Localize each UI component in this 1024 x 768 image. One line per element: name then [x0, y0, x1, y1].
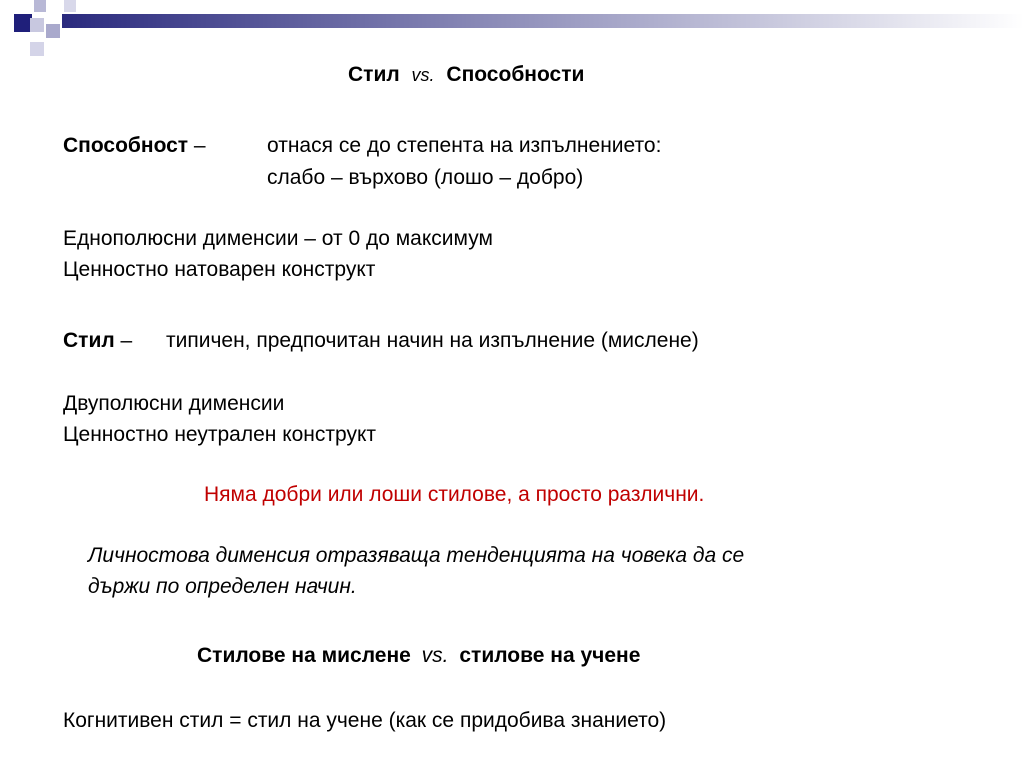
style-term: Стил: [63, 329, 115, 352]
ability-term: Способност: [63, 134, 189, 157]
ability-property-1: Еднополюсни дименсии – от 0 до максимум: [63, 227, 493, 250]
subtitle: [197, 643, 640, 669]
title-abilities: Способности: [446, 63, 585, 86]
header-square-light: [46, 24, 60, 38]
style-dash: –: [120, 329, 133, 352]
title-vs: vs.: [411, 65, 435, 85]
title-style: Стил: [348, 63, 400, 86]
ability-property-2: Ценностно натоварен конструкт: [63, 258, 376, 281]
subtitle-vs: vs.: [421, 644, 449, 667]
subtitle-learning-styles: стилове на учене: [459, 644, 641, 667]
slide-title: [348, 62, 584, 88]
header-square-light: [64, 0, 76, 12]
ability-definition-1: отнася се до степента на изпълнението:: [267, 134, 662, 157]
ability-definition-2: слабо – върхово (лошо – добро): [267, 166, 584, 189]
header-square-light: [34, 0, 46, 12]
personality-line-2: държи по определен начин.: [88, 575, 357, 598]
header-square-light: [30, 42, 44, 56]
highlight-statement: Няма добри или лоши стилове, а просто различни.: [204, 483, 705, 506]
personality-line-1: Личностова дименсия отразяваща тенденцията на човека да се: [88, 544, 745, 567]
header-square-navy: [14, 14, 32, 32]
header-square-light: [30, 18, 44, 32]
style-property-1: Двуполюсни дименсии: [63, 392, 285, 415]
style-term-line: [63, 328, 132, 354]
ability-term-line: [63, 133, 206, 159]
header-gradient-bar: [62, 14, 1024, 28]
header-decoration: [0, 0, 1024, 60]
subtitle-thinking-styles: Стилове на мислене: [197, 644, 411, 667]
style-property-2: Ценностно неутрален конструкт: [63, 423, 377, 446]
ability-dash: –: [193, 134, 206, 157]
cognitive-style-line: Когнитивен стил = стил на учене (как се придобива знанието): [63, 709, 667, 732]
style-definition: типичен, предпочитан начин на изпълнение (мислене): [166, 329, 699, 352]
